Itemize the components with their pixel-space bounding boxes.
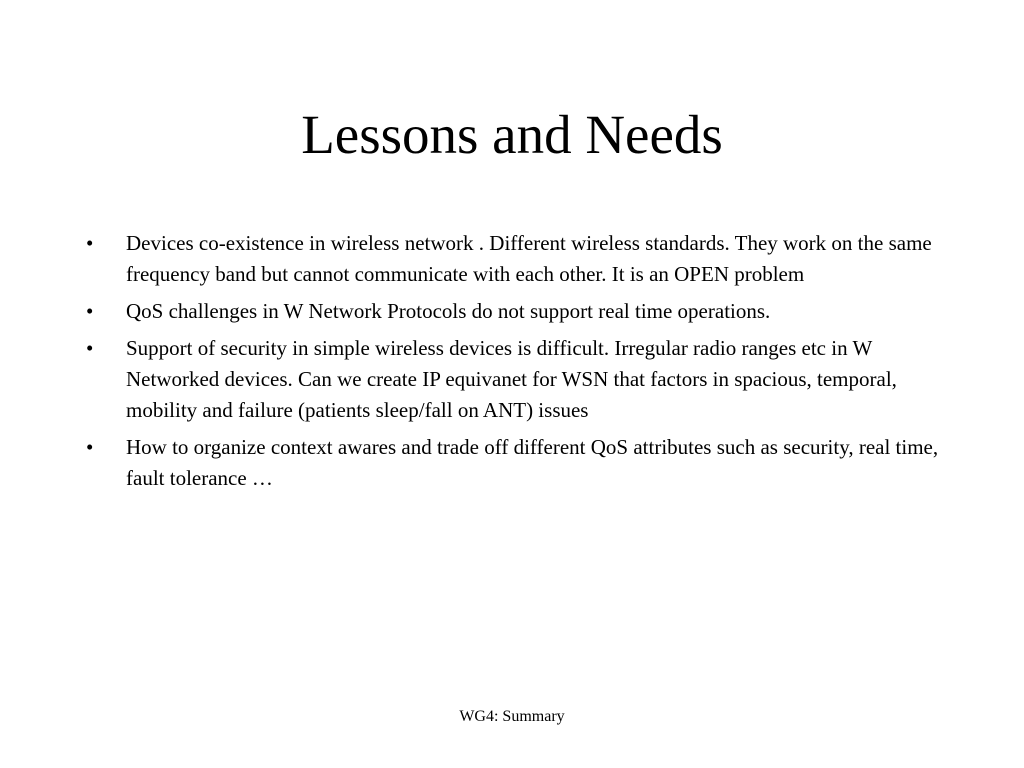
bullet-item bbox=[86, 432, 946, 494]
bullet-item bbox=[86, 333, 946, 426]
slide-footer: WG4: Summary bbox=[459, 708, 565, 725]
bullet-marker: • bbox=[86, 231, 94, 255]
bullet-text: Devices co-existence in wireless network . Different wireless standards. They work on the same frequency band but cannot communicate with each other. It is an OPEN problem bbox=[126, 231, 932, 286]
bullet-text: QoS challenges in W Network Protocols do not support real time operations. bbox=[126, 299, 771, 323]
bullet-text: Support of security in simple wireless devices is difficult. Irregular radio ranges etc in W Networked devices. Can we create IP equivanet for WSN that factors in spacious, temporal, mobility and failure (patients sleep/fall on ANT) issues bbox=[126, 336, 897, 422]
bullet-marker: • bbox=[86, 435, 94, 459]
bullet-marker: • bbox=[86, 336, 94, 360]
bullet-item bbox=[86, 296, 946, 327]
bullet-text: How to organize context awares and trade off different QoS attributes such as security, real time, fault tolerance … bbox=[126, 435, 939, 490]
slide-title: Lessons and Needs bbox=[301, 104, 723, 165]
bullet-list bbox=[86, 228, 946, 500]
bullet-item bbox=[86, 228, 946, 290]
bullet-marker: • bbox=[86, 299, 94, 323]
